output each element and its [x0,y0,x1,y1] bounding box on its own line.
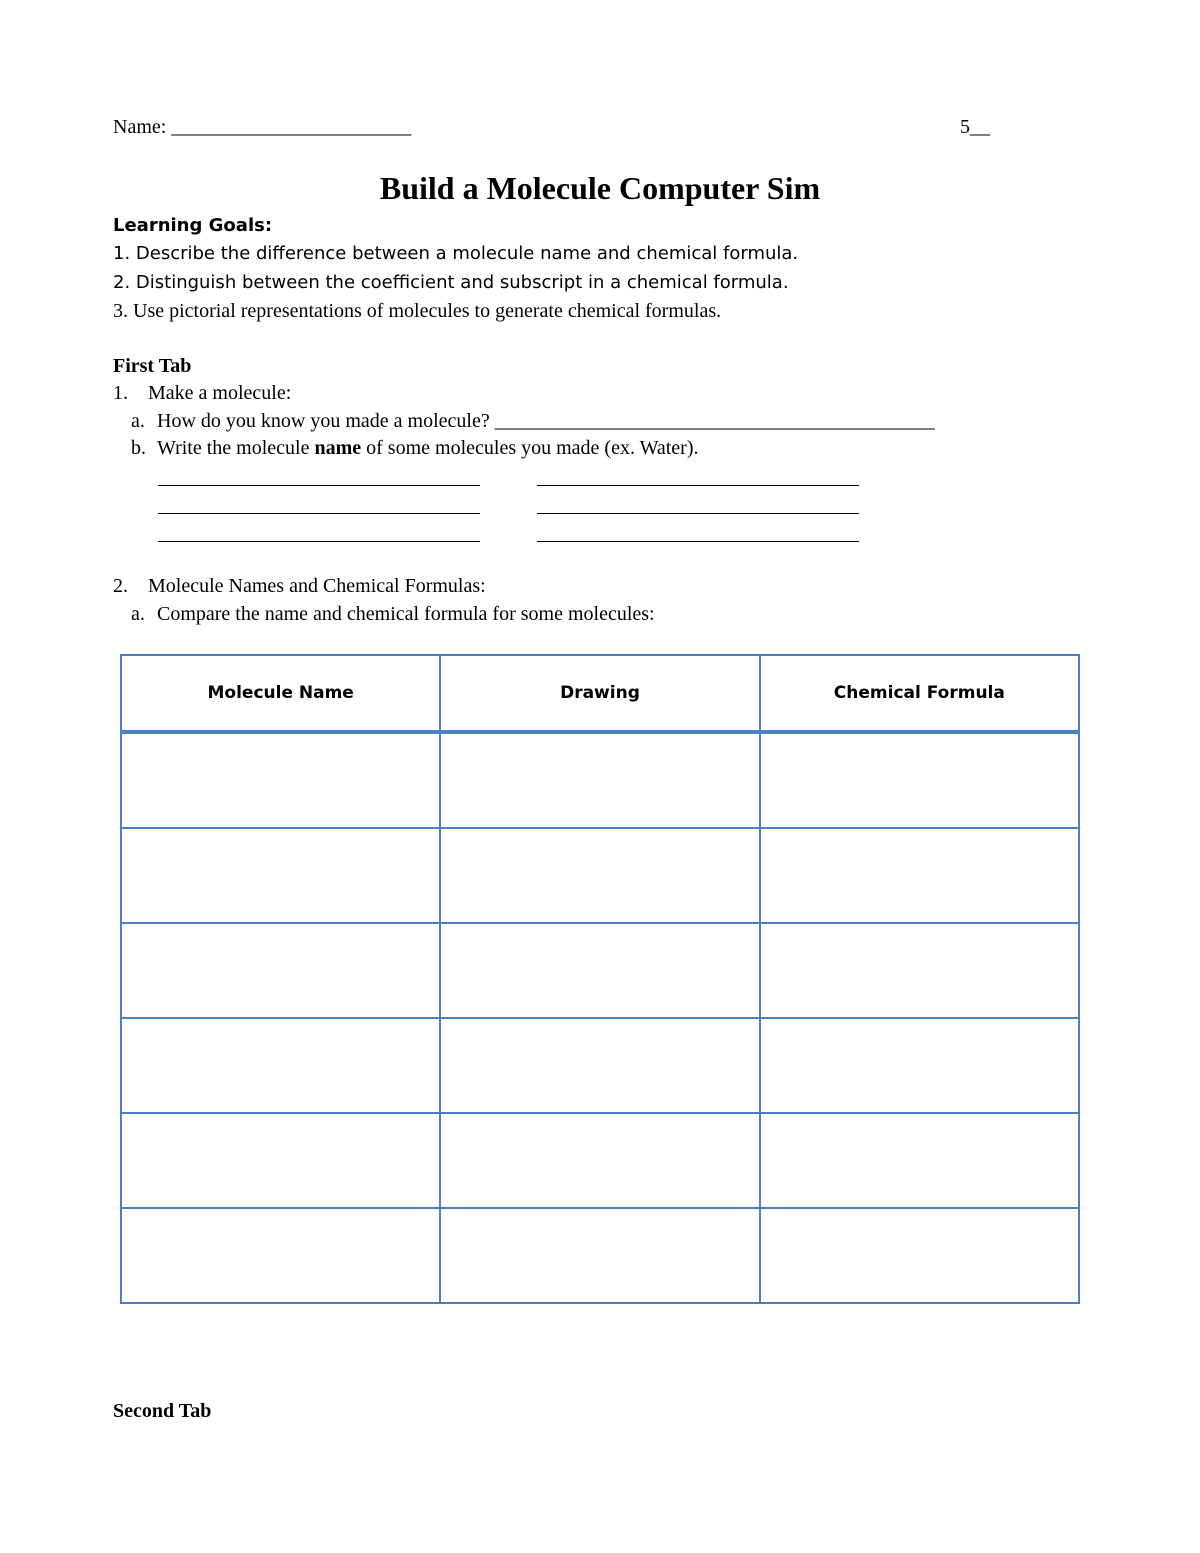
molecule-name-cell[interactable] [121,923,440,1018]
drawing-cell[interactable] [440,828,759,923]
table-row [121,1208,1079,1303]
table-row [121,1018,1079,1113]
chemical-formula-cell[interactable] [760,1113,1079,1208]
table-row [121,732,1079,828]
question-1b [157,437,699,460]
question-1b-text-after: of some molecules you made (ex. Water). [366,437,699,459]
drawing-cell[interactable] [440,1208,759,1303]
answer-blank-line[interactable] [537,513,859,514]
table-row [121,923,1079,1018]
name-label: Name: [113,116,167,138]
question-1a-letter: a. [131,410,145,432]
table-row [121,828,1079,923]
answer-blank-line[interactable] [158,541,480,542]
answer-blank-line[interactable] [537,541,859,542]
question-1-number: 1. [113,382,128,404]
question-1a [157,410,935,433]
molecule-name-cell[interactable] [121,1018,440,1113]
question-2-text: Molecule Names and Chemical Formulas: [148,575,486,597]
molecule-name-cell[interactable] [121,732,440,828]
molecule-name-cell[interactable] [121,1208,440,1303]
answer-blank-line[interactable] [158,513,480,514]
question-2a-text: Compare the name and chemical formula for some molecules: [157,603,655,625]
name-blank[interactable]: ________________________ [171,116,412,138]
question-1b-letter: b. [131,437,146,459]
table-row [121,1113,1079,1208]
name-field[interactable] [113,116,411,139]
drawing-cell[interactable] [440,732,759,828]
column-header-molecule-name: Molecule Name [121,655,440,732]
column-header-drawing: Drawing [440,655,759,732]
answer-blank-line[interactable] [537,485,859,486]
question-1a-text: How do you know you made a molecule? [157,410,490,432]
chemical-formula-cell[interactable] [760,732,1079,828]
learning-goals-heading: Learning Goals: [113,215,273,236]
drawing-cell[interactable] [440,923,759,1018]
molecule-comparison-table [120,654,1080,1304]
question-2a-letter: a. [131,603,145,625]
learning-goal-item: 3. Use pictorial representations of molecules to generate chemical formulas. [113,300,722,322]
molecule-name-cell[interactable] [121,828,440,923]
chemical-formula-cell[interactable] [760,923,1079,1018]
column-header-chemical-formula: Chemical Formula [760,655,1079,732]
question-1b-text-before: Write the molecule [157,437,310,459]
second-tab-heading: Second Tab [113,1400,212,1422]
chemical-formula-cell[interactable] [760,1018,1079,1113]
question-2-number: 2. [113,575,128,597]
question-1-text: Make a molecule: [148,382,292,404]
drawing-cell[interactable] [440,1018,759,1113]
page-title: Build a Molecule Computer Sim [379,170,821,206]
table-header-row [121,655,1079,732]
chemical-formula-cell[interactable] [760,828,1079,923]
first-tab-heading: First Tab [113,355,192,377]
question-1a-answer-blank[interactable]: ____________________________________________ [494,410,935,432]
learning-goal-item: 2. Distinguish between the coefficient and subscript in a chemical formula. [113,272,789,293]
chemical-formula-cell[interactable] [760,1208,1079,1303]
answer-blank-line[interactable] [158,485,480,486]
molecule-name-cell[interactable] [121,1113,440,1208]
period-field[interactable]: 5__ [960,116,990,138]
learning-goal-item: 1. Describe the difference between a molecule name and chemical formula. [113,243,799,264]
question-1b-emphasis: name [314,437,362,459]
drawing-cell[interactable] [440,1113,759,1208]
